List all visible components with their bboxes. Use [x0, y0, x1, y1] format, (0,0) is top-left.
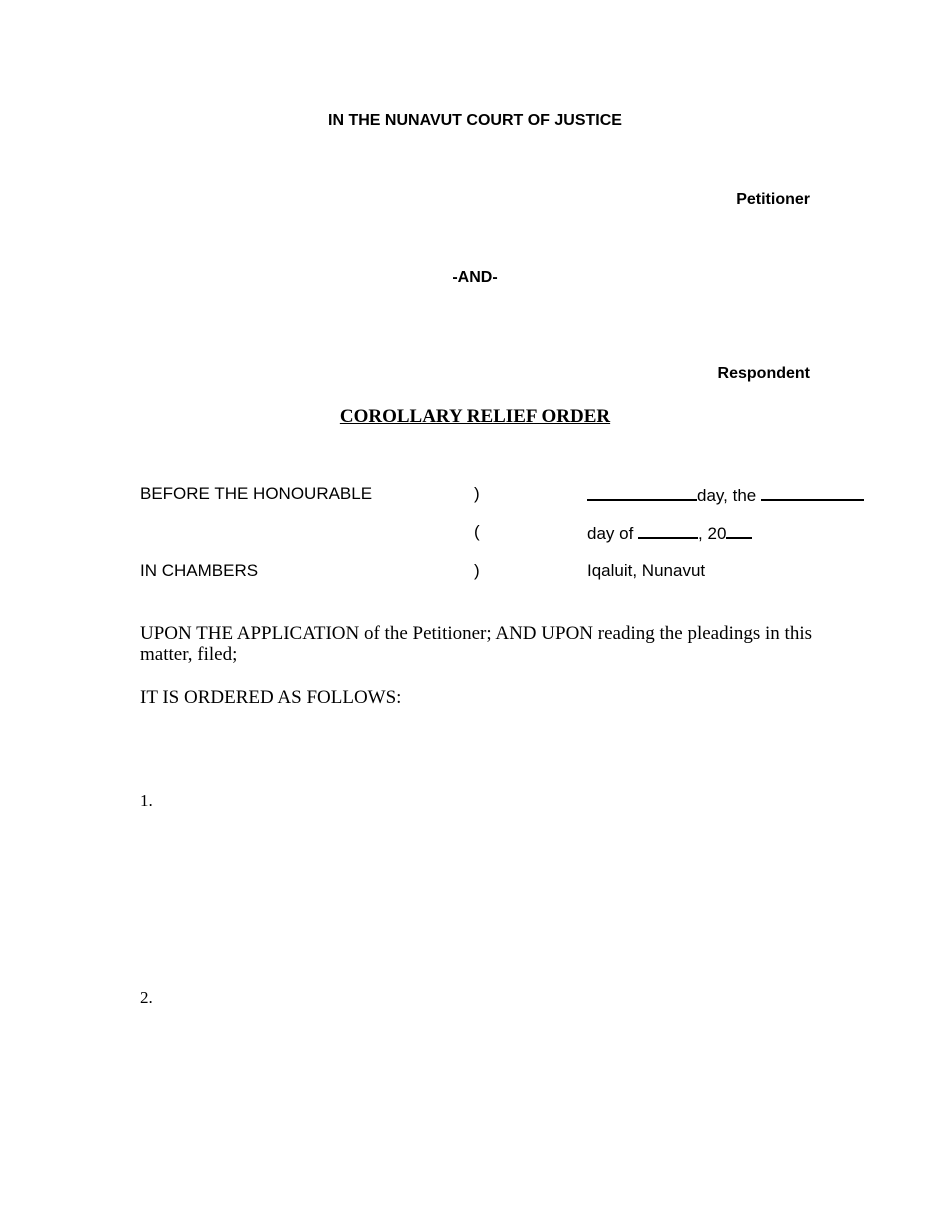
before-honourable: BEFORE THE HONOURABLE	[140, 484, 373, 503]
year-blank[interactable]	[726, 522, 752, 539]
paren: )	[474, 561, 480, 580]
respondent-label: Respondent	[717, 365, 810, 382]
day-the-label: day, the	[697, 486, 757, 505]
order-item-number: 2.	[140, 988, 153, 1007]
paren: )	[474, 484, 480, 503]
day-of-label: day of	[587, 524, 634, 543]
weekday-blank[interactable]	[761, 484, 864, 501]
document-title: COROLLARY RELIEF ORDER	[339, 406, 611, 427]
court-name: IN THE NUNAVUT COURT OF JUSTICE	[328, 112, 622, 129]
petitioner-label: Petitioner	[736, 191, 810, 208]
month-blank[interactable]	[638, 522, 698, 539]
order-item-number: 1.	[140, 791, 153, 810]
date-line-2	[587, 522, 752, 544]
day-blank[interactable]	[587, 484, 697, 501]
in-chambers: IN CHAMBERS	[140, 561, 259, 580]
ordered-heading: IT IS ORDERED AS FOLLOWS:	[140, 687, 402, 708]
location: Iqaluit, Nunavut	[587, 561, 706, 580]
application-paragraph: UPON THE APPLICATION of the Petitioner; AND UPON reading the pleadings in this matter, filed;	[140, 623, 812, 665]
paren: (	[474, 522, 480, 541]
and-separator: -AND-	[452, 269, 498, 286]
year-prefix: , 20	[698, 524, 727, 543]
date-line-1	[587, 484, 864, 506]
